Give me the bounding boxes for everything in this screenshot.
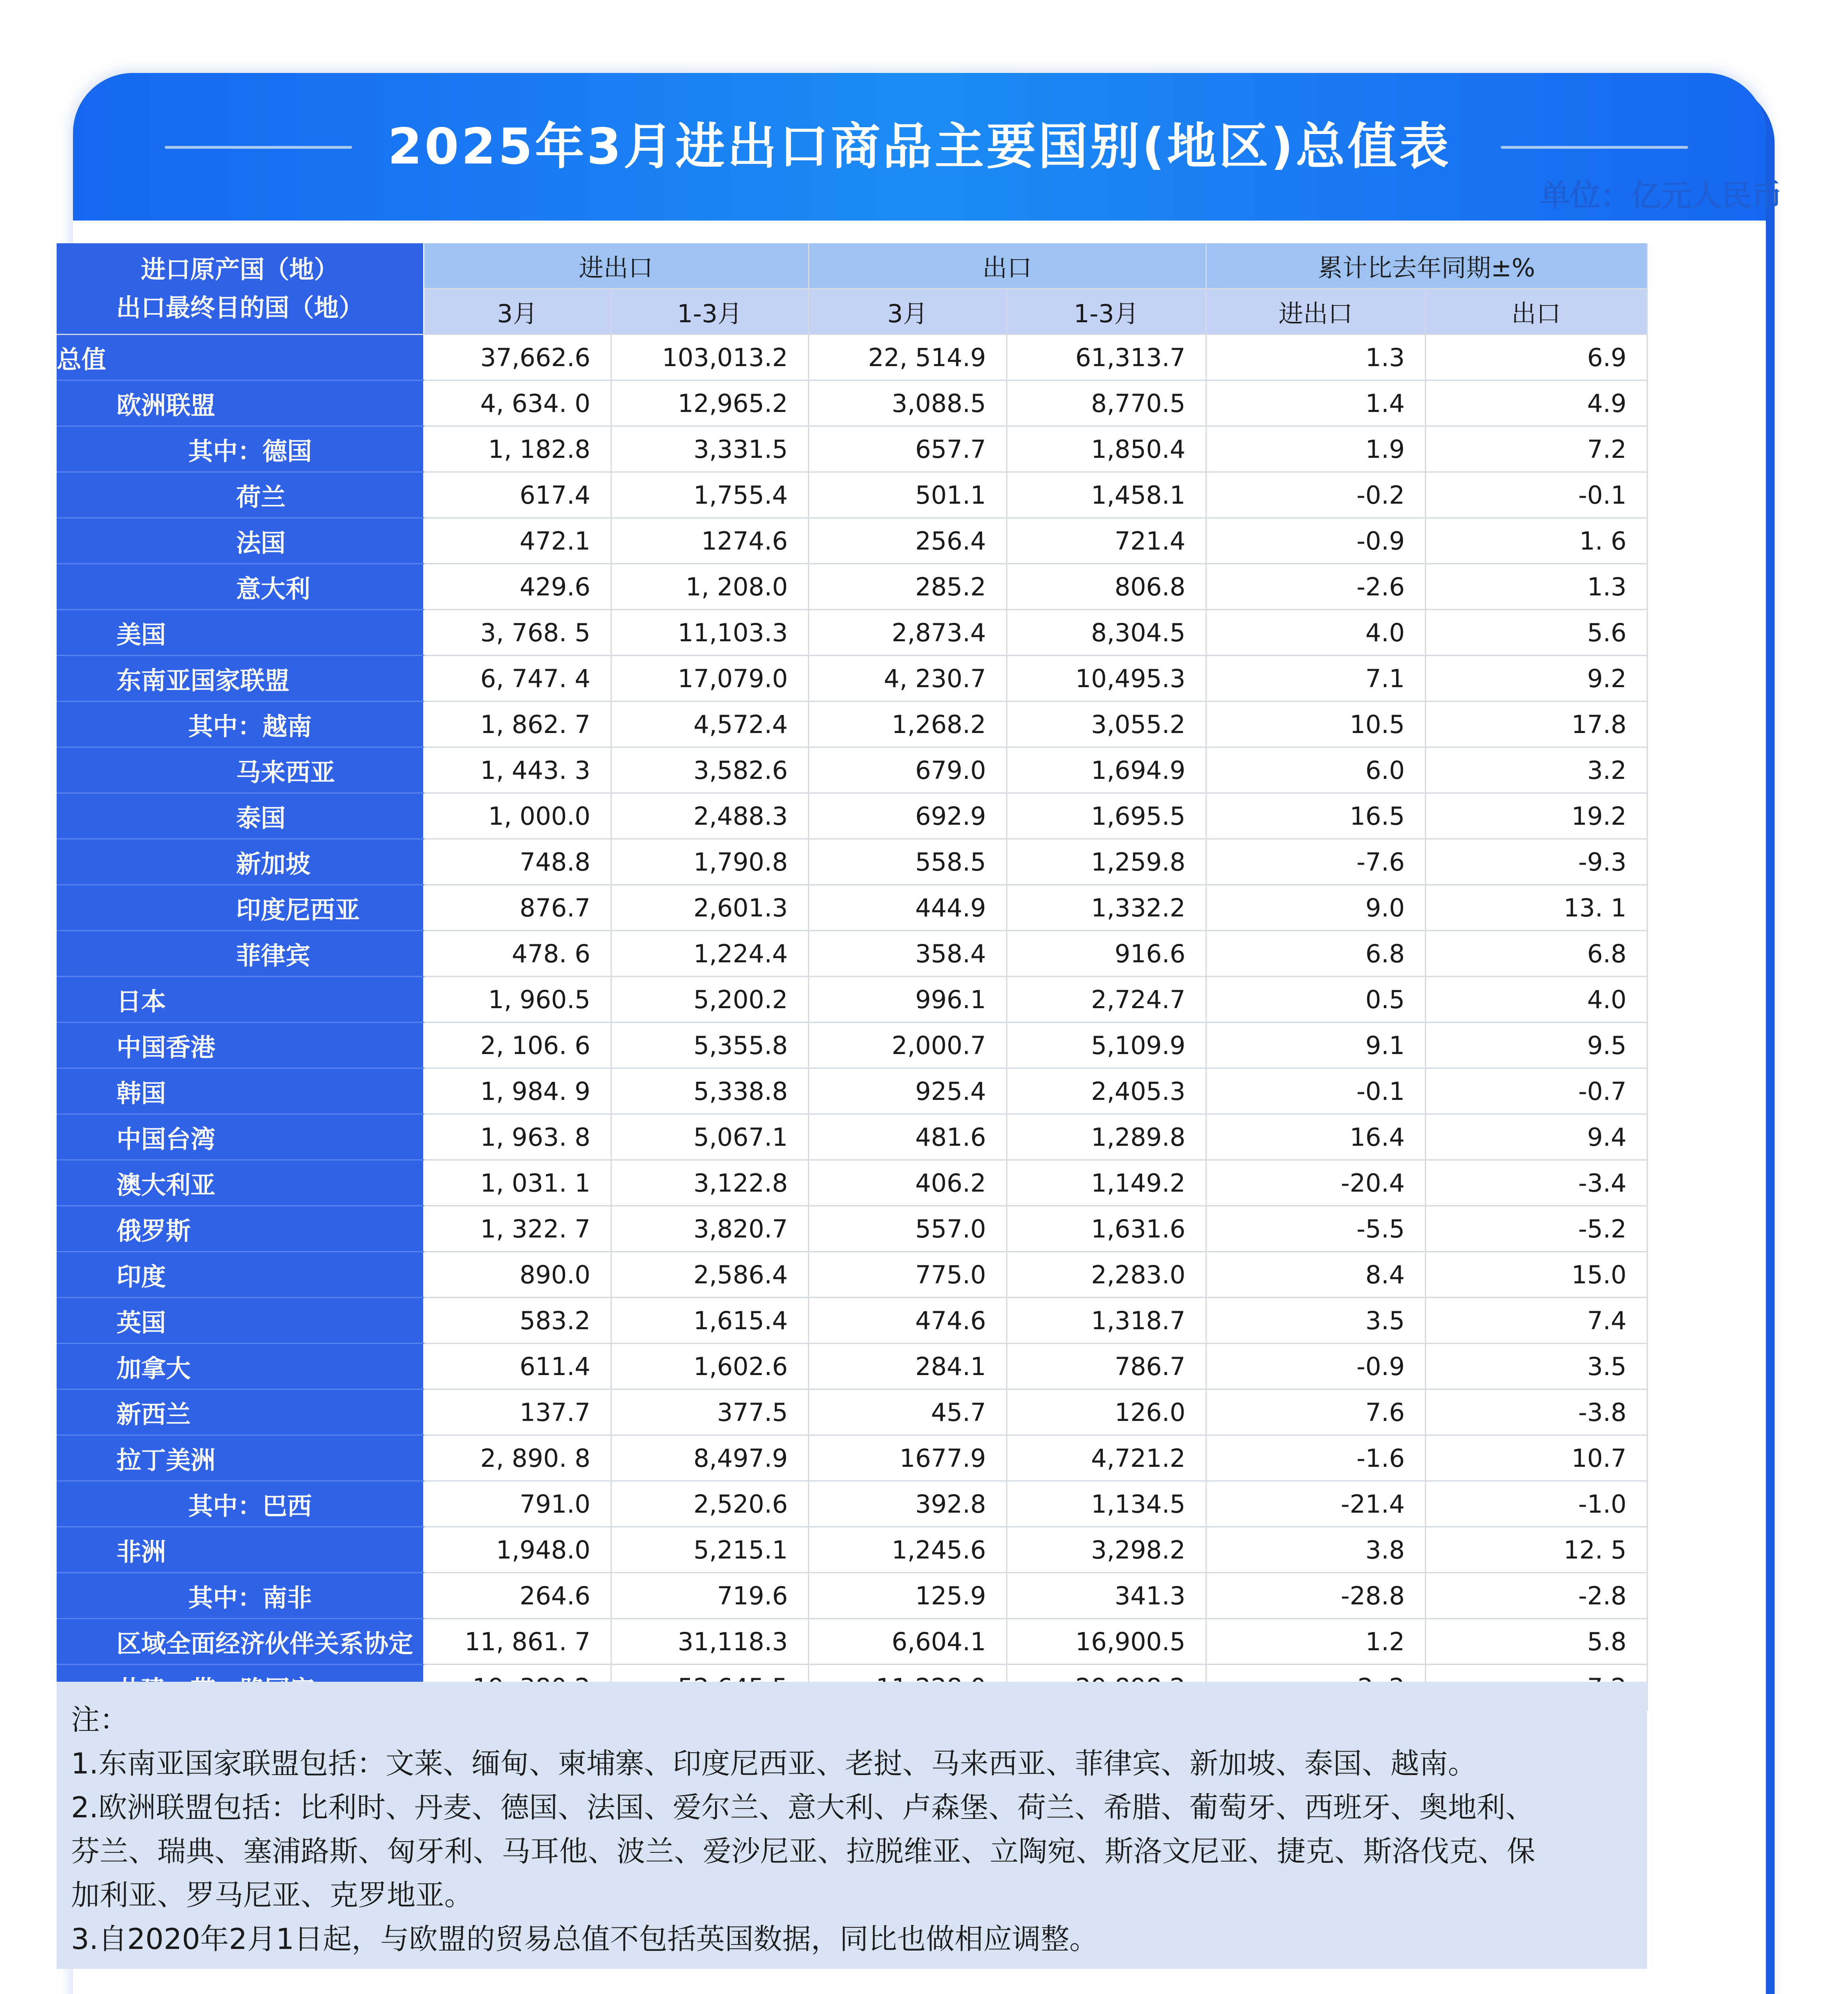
cell-export-march: 1,245.6 <box>808 1527 1007 1573</box>
cell-trade-march: 478. 6 <box>424 931 611 977</box>
row-label: 其中：巴西 <box>57 1481 424 1527</box>
cell-export-march: 406.2 <box>808 1160 1007 1206</box>
cell-trade-march: 37,662.6 <box>424 335 611 380</box>
cell-trade-q1: 2,520.6 <box>611 1481 808 1527</box>
cell-trade-q1: 1274.6 <box>611 518 808 564</box>
row-label: 非洲 <box>57 1527 424 1573</box>
cell-export-march: 392.8 <box>808 1481 1007 1527</box>
cell-yoy-trade: 9.1 <box>1206 1023 1425 1068</box>
cell-export-q1: 126.0 <box>1007 1389 1206 1435</box>
title-decoration-right <box>1501 146 1688 149</box>
cell-yoy-trade: 1.9 <box>1206 426 1425 472</box>
row-label: 澳大利亚 <box>57 1160 424 1206</box>
cell-trade-march: 1, 963. 8 <box>424 1114 611 1160</box>
cell-yoy-trade: 10.5 <box>1206 701 1425 747</box>
cell-trade-march: 137.7 <box>424 1389 611 1435</box>
cell-yoy-trade: -28.8 <box>1206 1573 1425 1619</box>
group-header-trade: 进出口 <box>424 243 808 289</box>
cell-export-march: 657.7 <box>808 426 1007 472</box>
cell-export-q1: 8,770.5 <box>1007 380 1206 426</box>
cell-export-march: 285.2 <box>808 564 1007 610</box>
cell-yoy-trade: 0.5 <box>1206 977 1425 1023</box>
cell-export-march: 481.6 <box>808 1114 1007 1160</box>
cell-yoy-export: -0.7 <box>1425 1068 1647 1114</box>
table-row <box>57 1435 1647 1481</box>
subheader-export-march: 3月 <box>808 289 1007 335</box>
cell-trade-q1: 103,013.2 <box>611 335 808 380</box>
cell-trade-q1: 1,224.4 <box>611 931 808 977</box>
cell-yoy-export: 7.2 <box>1425 426 1647 472</box>
cell-yoy-export: -9.3 <box>1425 839 1647 885</box>
cell-trade-march: 617.4 <box>424 472 611 518</box>
cell-export-march: 256.4 <box>808 518 1007 564</box>
cell-export-march: 125.9 <box>808 1573 1007 1619</box>
cell-export-march: 2,000.7 <box>808 1023 1007 1068</box>
cell-export-q1: 786.7 <box>1007 1344 1206 1389</box>
cell-export-march: 501.1 <box>808 472 1007 518</box>
table-row <box>57 1068 1647 1114</box>
cell-yoy-export: -3.8 <box>1425 1389 1647 1435</box>
cell-export-q1: 8,304.5 <box>1007 610 1206 656</box>
cell-trade-march: 11, 861. 7 <box>424 1619 611 1665</box>
cell-trade-q1: 377.5 <box>611 1389 808 1435</box>
row-label: 泰国 <box>57 793 424 839</box>
table-row <box>57 518 1647 564</box>
cell-yoy-trade: 3.5 <box>1206 1298 1425 1344</box>
cell-export-q1: 3,055.2 <box>1007 701 1206 747</box>
row-label: 东南亚国家联盟 <box>57 656 424 701</box>
cell-trade-march: 472.1 <box>424 518 611 564</box>
row-label: 意大利 <box>57 564 424 610</box>
cell-trade-march: 3, 768. 5 <box>424 610 611 656</box>
row-label: 新西兰 <box>57 1389 424 1435</box>
cell-yoy-trade: 16.4 <box>1206 1114 1425 1160</box>
cell-trade-q1: 3,820.7 <box>611 1206 808 1252</box>
cell-export-march: 2,873.4 <box>808 610 1007 656</box>
cell-trade-march: 264.6 <box>424 1573 611 1619</box>
cell-export-march: 1,268.2 <box>808 701 1007 747</box>
cell-export-q1: 2,724.7 <box>1007 977 1206 1023</box>
cell-yoy-export: 4.9 <box>1425 380 1647 426</box>
cell-yoy-trade: -7.6 <box>1206 839 1425 885</box>
cell-export-march: 1677.9 <box>808 1435 1007 1481</box>
table-row <box>57 977 1647 1023</box>
cell-yoy-export: 9.4 <box>1425 1114 1647 1160</box>
cell-yoy-trade: -0.9 <box>1206 1344 1425 1389</box>
table-row <box>57 472 1647 518</box>
cell-export-q1: 1,850.4 <box>1007 426 1206 472</box>
table-row <box>57 1206 1647 1252</box>
table-row <box>57 380 1647 426</box>
cell-export-q1: 916.6 <box>1007 931 1206 977</box>
cell-yoy-trade: 1.3 <box>1206 335 1425 380</box>
cell-yoy-trade: 6.8 <box>1206 931 1425 977</box>
cell-export-march: 775.0 <box>808 1252 1007 1298</box>
cell-export-march: 996.1 <box>808 977 1007 1023</box>
table-row <box>57 931 1647 977</box>
cell-yoy-export: 3.2 <box>1425 747 1647 793</box>
table-row <box>57 1298 1647 1344</box>
cell-export-q1: 10,495.3 <box>1007 656 1206 701</box>
cell-trade-march: 748.8 <box>424 839 611 885</box>
cell-export-march: 474.6 <box>808 1298 1007 1344</box>
cell-yoy-export: 6.8 <box>1425 931 1647 977</box>
cell-trade-march: 1, 960.5 <box>424 977 611 1023</box>
cell-export-q1: 806.8 <box>1007 564 1206 610</box>
cell-yoy-trade: 16.5 <box>1206 793 1425 839</box>
row-label: 加拿大 <box>57 1344 424 1389</box>
subheader-trade-march: 3月 <box>424 289 611 335</box>
cell-trade-march: 876.7 <box>424 885 611 931</box>
table-row <box>57 839 1647 885</box>
cell-trade-march: 1,948.0 <box>424 1527 611 1573</box>
cell-trade-q1: 3,582.6 <box>611 747 808 793</box>
cell-trade-march: 1, 862. 7 <box>424 701 611 747</box>
cell-trade-q1: 1,602.6 <box>611 1344 808 1389</box>
table-row <box>57 1619 1647 1665</box>
cell-trade-march: 611.4 <box>424 1344 611 1389</box>
table-row <box>57 701 1647 747</box>
note-uk: 3.自2020年2月1日起，与欧盟的贸易总值不包括英国数据，同比也做相应调整。 <box>71 1922 1098 1956</box>
cell-trade-q1: 31,118.3 <box>611 1619 808 1665</box>
cell-yoy-trade: -2.6 <box>1206 564 1425 610</box>
cell-trade-march: 1, 031. 1 <box>424 1160 611 1206</box>
group-header-yoy: 累计比去年同期±% <box>1206 243 1647 289</box>
row-label: 总值 <box>57 335 424 380</box>
cell-yoy-export: 9.2 <box>1425 656 1647 701</box>
table-row <box>57 793 1647 839</box>
cell-export-march: 284.1 <box>808 1344 1007 1389</box>
cell-yoy-export: 1.3 <box>1425 564 1647 610</box>
cell-export-q1: 1,289.8 <box>1007 1114 1206 1160</box>
table-row <box>57 656 1647 701</box>
cell-export-q1: 1,259.8 <box>1007 839 1206 885</box>
cell-yoy-export: 3.5 <box>1425 1344 1647 1389</box>
cell-export-q1: 1,695.5 <box>1007 793 1206 839</box>
cell-yoy-export: 1. 6 <box>1425 518 1647 564</box>
row-label: 新加坡 <box>57 839 424 885</box>
cell-yoy-trade: -1.6 <box>1206 1435 1425 1481</box>
notes-heading: 注： <box>71 1703 129 1736</box>
cell-export-march: 679.0 <box>808 747 1007 793</box>
row-label: 拉丁美洲 <box>57 1435 424 1481</box>
table-row <box>57 1344 1647 1389</box>
table-row <box>57 1252 1647 1298</box>
cell-trade-q1: 5,067.1 <box>611 1114 808 1160</box>
table-row <box>57 426 1647 472</box>
row-label: 区域全面经济伙伴关系协定 <box>57 1619 424 1665</box>
cell-trade-march: 2, 890. 8 <box>424 1435 611 1481</box>
cell-yoy-export: 7.4 <box>1425 1298 1647 1344</box>
cell-export-q1: 1,694.9 <box>1007 747 1206 793</box>
cell-trade-q1: 5,215.1 <box>611 1527 808 1573</box>
row-label: 日本 <box>57 977 424 1023</box>
page-title: 2025年3月进出口商品主要国别(地区)总值表 <box>388 118 1451 175</box>
notes-box <box>57 1682 1647 1969</box>
cell-export-march: 557.0 <box>808 1206 1007 1252</box>
cell-yoy-export: 15.0 <box>1425 1252 1647 1298</box>
cell-trade-q1: 2,488.3 <box>611 793 808 839</box>
cell-yoy-trade: 1.4 <box>1206 380 1425 426</box>
cell-yoy-export: -0.1 <box>1425 472 1647 518</box>
cell-export-march: 358.4 <box>808 931 1007 977</box>
cell-yoy-export: 4.0 <box>1425 977 1647 1023</box>
cell-yoy-export: 13. 1 <box>1425 885 1647 931</box>
cell-export-march: 3,088.5 <box>808 380 1007 426</box>
cell-trade-march: 890.0 <box>424 1252 611 1298</box>
cell-yoy-trade: 8.4 <box>1206 1252 1425 1298</box>
cell-export-q1: 341.3 <box>1007 1573 1206 1619</box>
cell-yoy-trade: 9.0 <box>1206 885 1425 931</box>
row-label: 荷兰 <box>57 472 424 518</box>
table-row <box>57 747 1647 793</box>
cell-export-march: 444.9 <box>808 885 1007 931</box>
cell-export-q1: 16,900.5 <box>1007 1619 1206 1665</box>
row-label: 韩国 <box>57 1068 424 1114</box>
cell-trade-q1: 1,615.4 <box>611 1298 808 1344</box>
table-row <box>57 610 1647 656</box>
row-label: 其中：越南 <box>57 701 424 747</box>
cell-export-q1: 1,631.6 <box>1007 1206 1206 1252</box>
cell-yoy-export: 5.6 <box>1425 610 1647 656</box>
cell-export-q1: 1,134.5 <box>1007 1481 1206 1527</box>
table-row <box>57 1527 1647 1573</box>
cell-export-q1: 1,458.1 <box>1007 472 1206 518</box>
cell-yoy-export: 10.7 <box>1425 1435 1647 1481</box>
cell-yoy-export: 9.5 <box>1425 1023 1647 1068</box>
cell-export-q1: 3,298.2 <box>1007 1527 1206 1573</box>
corner-header <box>57 243 424 335</box>
table-row <box>57 1573 1647 1619</box>
cell-export-q1: 2,283.0 <box>1007 1252 1206 1298</box>
row-label: 法国 <box>57 518 424 564</box>
table-row <box>57 564 1647 610</box>
cell-export-q1: 1,149.2 <box>1007 1160 1206 1206</box>
cell-yoy-trade: -0.9 <box>1206 518 1425 564</box>
cell-trade-march: 1, 322. 7 <box>424 1206 611 1252</box>
table-body <box>57 335 1647 1710</box>
row-label: 中国香港 <box>57 1023 424 1068</box>
cell-yoy-trade: 7.1 <box>1206 656 1425 701</box>
cell-trade-q1: 8,497.9 <box>611 1435 808 1481</box>
cell-trade-q1: 11,103.3 <box>611 610 808 656</box>
cell-export-march: 692.9 <box>808 793 1007 839</box>
cell-yoy-trade: 3.8 <box>1206 1527 1425 1573</box>
cell-export-march: 925.4 <box>808 1068 1007 1114</box>
table-row <box>57 1114 1647 1160</box>
cell-trade-q1: 17,079.0 <box>611 656 808 701</box>
cell-trade-q1: 5,355.8 <box>611 1023 808 1068</box>
note-eu-line2: 芬兰、瑞典、塞浦路斯、匈牙利、马耳他、波兰、爱沙尼亚、拉脱维亚、立陶宛、斯洛文尼亚、捷克、斯洛伐克、保 <box>71 1834 1536 1868</box>
cell-yoy-export: -5.2 <box>1425 1206 1647 1252</box>
group-header-export: 出口 <box>808 243 1206 289</box>
cell-export-march: 45.7 <box>808 1389 1007 1435</box>
cell-trade-march: 429.6 <box>424 564 611 610</box>
cell-yoy-export: -3.4 <box>1425 1160 1647 1206</box>
cell-yoy-export: 6.9 <box>1425 335 1647 380</box>
row-label: 其中：南非 <box>57 1573 424 1619</box>
cell-yoy-trade: 6.0 <box>1206 747 1425 793</box>
cell-trade-march: 1, 984. 9 <box>424 1068 611 1114</box>
subheader-yoy-trade: 进出口 <box>1206 289 1425 335</box>
row-label: 菲律宾 <box>57 931 424 977</box>
cell-trade-q1: 2,586.4 <box>611 1252 808 1298</box>
trade-table <box>57 243 1648 1711</box>
cell-trade-q1: 5,200.2 <box>611 977 808 1023</box>
table-row <box>57 1023 1647 1068</box>
row-label: 印度 <box>57 1252 424 1298</box>
row-label: 欧洲联盟 <box>57 380 424 426</box>
cell-yoy-export: -2.8 <box>1425 1573 1647 1619</box>
cell-export-march: 6,604.1 <box>808 1619 1007 1665</box>
cell-trade-q1: 2,601.3 <box>611 885 808 931</box>
cell-trade-q1: 1,790.8 <box>611 839 808 885</box>
cell-yoy-export: 12. 5 <box>1425 1527 1647 1573</box>
cell-yoy-trade: -0.2 <box>1206 472 1425 518</box>
cell-trade-q1: 719.6 <box>611 1573 808 1619</box>
table-row <box>57 335 1647 380</box>
cell-trade-march: 1, 000.0 <box>424 793 611 839</box>
cell-trade-march: 583.2 <box>424 1298 611 1344</box>
table-row <box>57 1389 1647 1435</box>
cell-export-q1: 5,109.9 <box>1007 1023 1206 1068</box>
cell-yoy-trade: -0.1 <box>1206 1068 1425 1114</box>
row-label: 其中：德国 <box>57 426 424 472</box>
cell-yoy-export: 19.2 <box>1425 793 1647 839</box>
cell-trade-march: 1, 182.8 <box>424 426 611 472</box>
cell-export-march: 558.5 <box>808 839 1007 885</box>
cell-export-q1: 61,313.7 <box>1007 335 1206 380</box>
cell-trade-q1: 3,122.8 <box>611 1160 808 1206</box>
table-row <box>57 1160 1647 1206</box>
cell-export-q1: 4,721.2 <box>1007 1435 1206 1481</box>
row-label: 印度尼西亚 <box>57 885 424 931</box>
cell-yoy-trade: 7.6 <box>1206 1389 1425 1435</box>
cell-trade-march: 6, 747. 4 <box>424 656 611 701</box>
cell-yoy-trade: 4.0 <box>1206 610 1425 656</box>
table-row <box>57 885 1647 931</box>
corner-header-line1: 进口原产国（地） <box>141 254 339 284</box>
cell-export-q1: 1,318.7 <box>1007 1298 1206 1344</box>
cell-trade-q1: 1,755.4 <box>611 472 808 518</box>
subheader-trade-q1: 1-3月 <box>611 289 808 335</box>
row-label: 俄罗斯 <box>57 1206 424 1252</box>
row-label: 马来西亚 <box>57 747 424 793</box>
row-label: 美国 <box>57 610 424 656</box>
cell-export-march: 4, 230.7 <box>808 656 1007 701</box>
cell-trade-q1: 3,331.5 <box>611 426 808 472</box>
cell-yoy-trade: 1.2 <box>1206 1619 1425 1665</box>
cell-yoy-trade: -21.4 <box>1206 1481 1425 1527</box>
cell-export-q1: 721.4 <box>1007 518 1206 564</box>
corner-header-line2: 出口最终目的国（地） <box>116 293 364 322</box>
cell-export-march: 22, 514.9 <box>808 335 1007 380</box>
cell-trade-march: 791.0 <box>424 1481 611 1527</box>
note-eu-line1: 2.欧洲联盟包括：比利时、丹麦、德国、法国、爱尔兰、意大利、卢森堡、荷兰、希腊、葡萄牙、西班牙、奥地利、 <box>71 1791 1534 1824</box>
cell-yoy-export: -1.0 <box>1425 1481 1647 1527</box>
cell-trade-march: 2, 106. 6 <box>424 1023 611 1068</box>
cell-trade-march: 4, 634. 0 <box>424 380 611 426</box>
cell-trade-q1: 12,965.2 <box>611 380 808 426</box>
cell-trade-march: 1, 443. 3 <box>424 747 611 793</box>
title-banner <box>73 73 1766 221</box>
table-row <box>57 1481 1647 1527</box>
note-eu-line3: 加利亚、罗马尼亚、克罗地亚。 <box>71 1878 473 1912</box>
cell-yoy-trade: -5.5 <box>1206 1206 1425 1252</box>
subheader-yoy-export: 出口 <box>1425 289 1647 335</box>
unit-label: 单位：亿元人民币 <box>1540 178 1782 213</box>
cell-yoy-export: 17.8 <box>1425 701 1647 747</box>
cell-trade-q1: 4,572.4 <box>611 701 808 747</box>
cell-trade-q1: 5,338.8 <box>611 1068 808 1114</box>
note-asean: 1.东南亚国家联盟包括：文莱、缅甸、柬埔寨、印度尼西亚、老挝、马来西亚、菲律宾、新加坡、泰国、越南。 <box>71 1747 1477 1780</box>
cell-yoy-export: 5.8 <box>1425 1619 1647 1665</box>
subheader-export-q1: 1-3月 <box>1007 289 1206 335</box>
row-label: 英国 <box>57 1298 424 1344</box>
cell-yoy-trade: -20.4 <box>1206 1160 1425 1206</box>
cell-export-q1: 1,332.2 <box>1007 885 1206 931</box>
cell-export-q1: 2,405.3 <box>1007 1068 1206 1114</box>
cell-trade-q1: 1, 208.0 <box>611 564 808 610</box>
row-label: 中国台湾 <box>57 1114 424 1160</box>
